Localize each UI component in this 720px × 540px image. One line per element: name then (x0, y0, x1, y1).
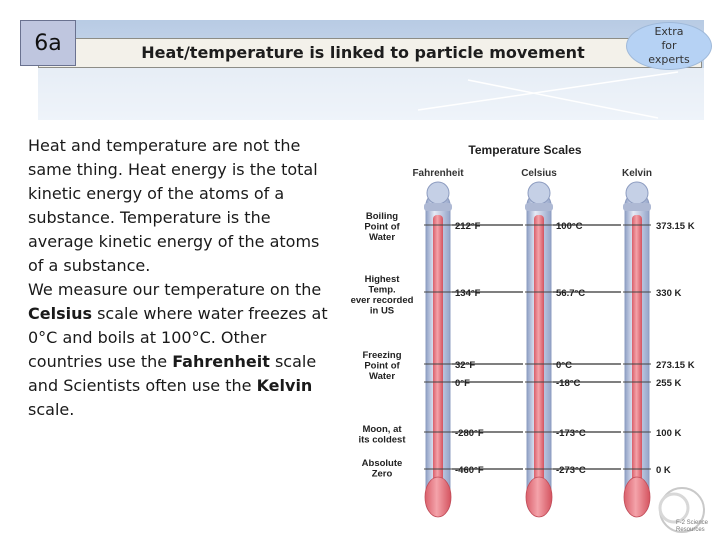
scale-row-label: Absolute Zero (361, 458, 403, 480)
fahrenheit-value: 212°F (455, 221, 481, 232)
scale-row (424, 221, 695, 232)
scale-label-celsius: Celsius (521, 168, 557, 179)
text-segment: We measure our temperature on the (28, 280, 322, 299)
body-text (28, 134, 328, 422)
kelvin-value: 273.15 K (656, 360, 695, 371)
scale-row-label: Boiling Point of Water (364, 211, 400, 243)
celsius-term: Celsius (28, 304, 92, 323)
celsius-value: 100°C (556, 221, 583, 232)
celsius-value: 0°C (556, 360, 572, 371)
fahrenheit-value: 134°F (455, 288, 481, 299)
slide-title: Heat/temperature is linked to particle movement (141, 43, 585, 62)
scale-row-label: Moon, at its coldest (358, 424, 406, 446)
banner-background (38, 20, 704, 120)
logo-text: F-2 Science Resources (676, 520, 709, 533)
kelvin-value: 0 K (656, 465, 671, 476)
slide-number-badge: 6a (20, 20, 76, 66)
thermometer-fahrenheit (424, 182, 452, 517)
fahrenheit-term: Fahrenheit (172, 352, 270, 371)
thermometer-celsius (525, 182, 553, 517)
kelvin-value: 255 K (656, 378, 682, 389)
temperature-scales-figure (340, 135, 718, 538)
celsius-value: -173°C (556, 428, 586, 439)
paragraph-heat: Heat and temperature are not the same thing. Heat energy is the total kinetic energy of the atoms of a substance. Temperature is the average kinetic energy of the atoms of a substance. (28, 136, 320, 275)
scale-row-label: Highest Temp. ever recorded in US (350, 274, 414, 317)
thermometer-kelvin (623, 182, 651, 517)
fahrenheit-value: 32°F (455, 360, 476, 371)
kelvin-term: Kelvin (256, 376, 313, 395)
scale-row (424, 360, 695, 371)
extra-for-experts-badge: Extra for experts (626, 22, 712, 70)
paragraph-scales (28, 278, 328, 422)
scale-row-label: Freezing Point of Water (362, 350, 402, 382)
figure-title: Temperature Scales (468, 143, 582, 157)
celsius-value: -273°C (556, 465, 586, 476)
kelvin-value: 100 K (656, 428, 682, 439)
scale-label-fahrenheit: Fahrenheit (412, 168, 464, 179)
text-segment: scale where water freezes at 0°C and boils at 100°C. Other countries use the (28, 304, 328, 371)
text-segment: scale. (28, 400, 75, 419)
kelvin-value: 330 K (656, 288, 682, 299)
celsius-value: -18°C (556, 378, 581, 389)
text-segment: scale and Scientists often use the (28, 352, 317, 395)
fahrenheit-value: 0°F (455, 378, 470, 389)
fahrenheit-value: -280°F (455, 428, 484, 439)
fahrenheit-value: -460°F (455, 465, 484, 476)
kelvin-value: 373.15 K (656, 221, 695, 232)
scale-label-kelvin: Kelvin (621, 168, 653, 179)
celsius-value: 56.7°C (556, 288, 586, 299)
